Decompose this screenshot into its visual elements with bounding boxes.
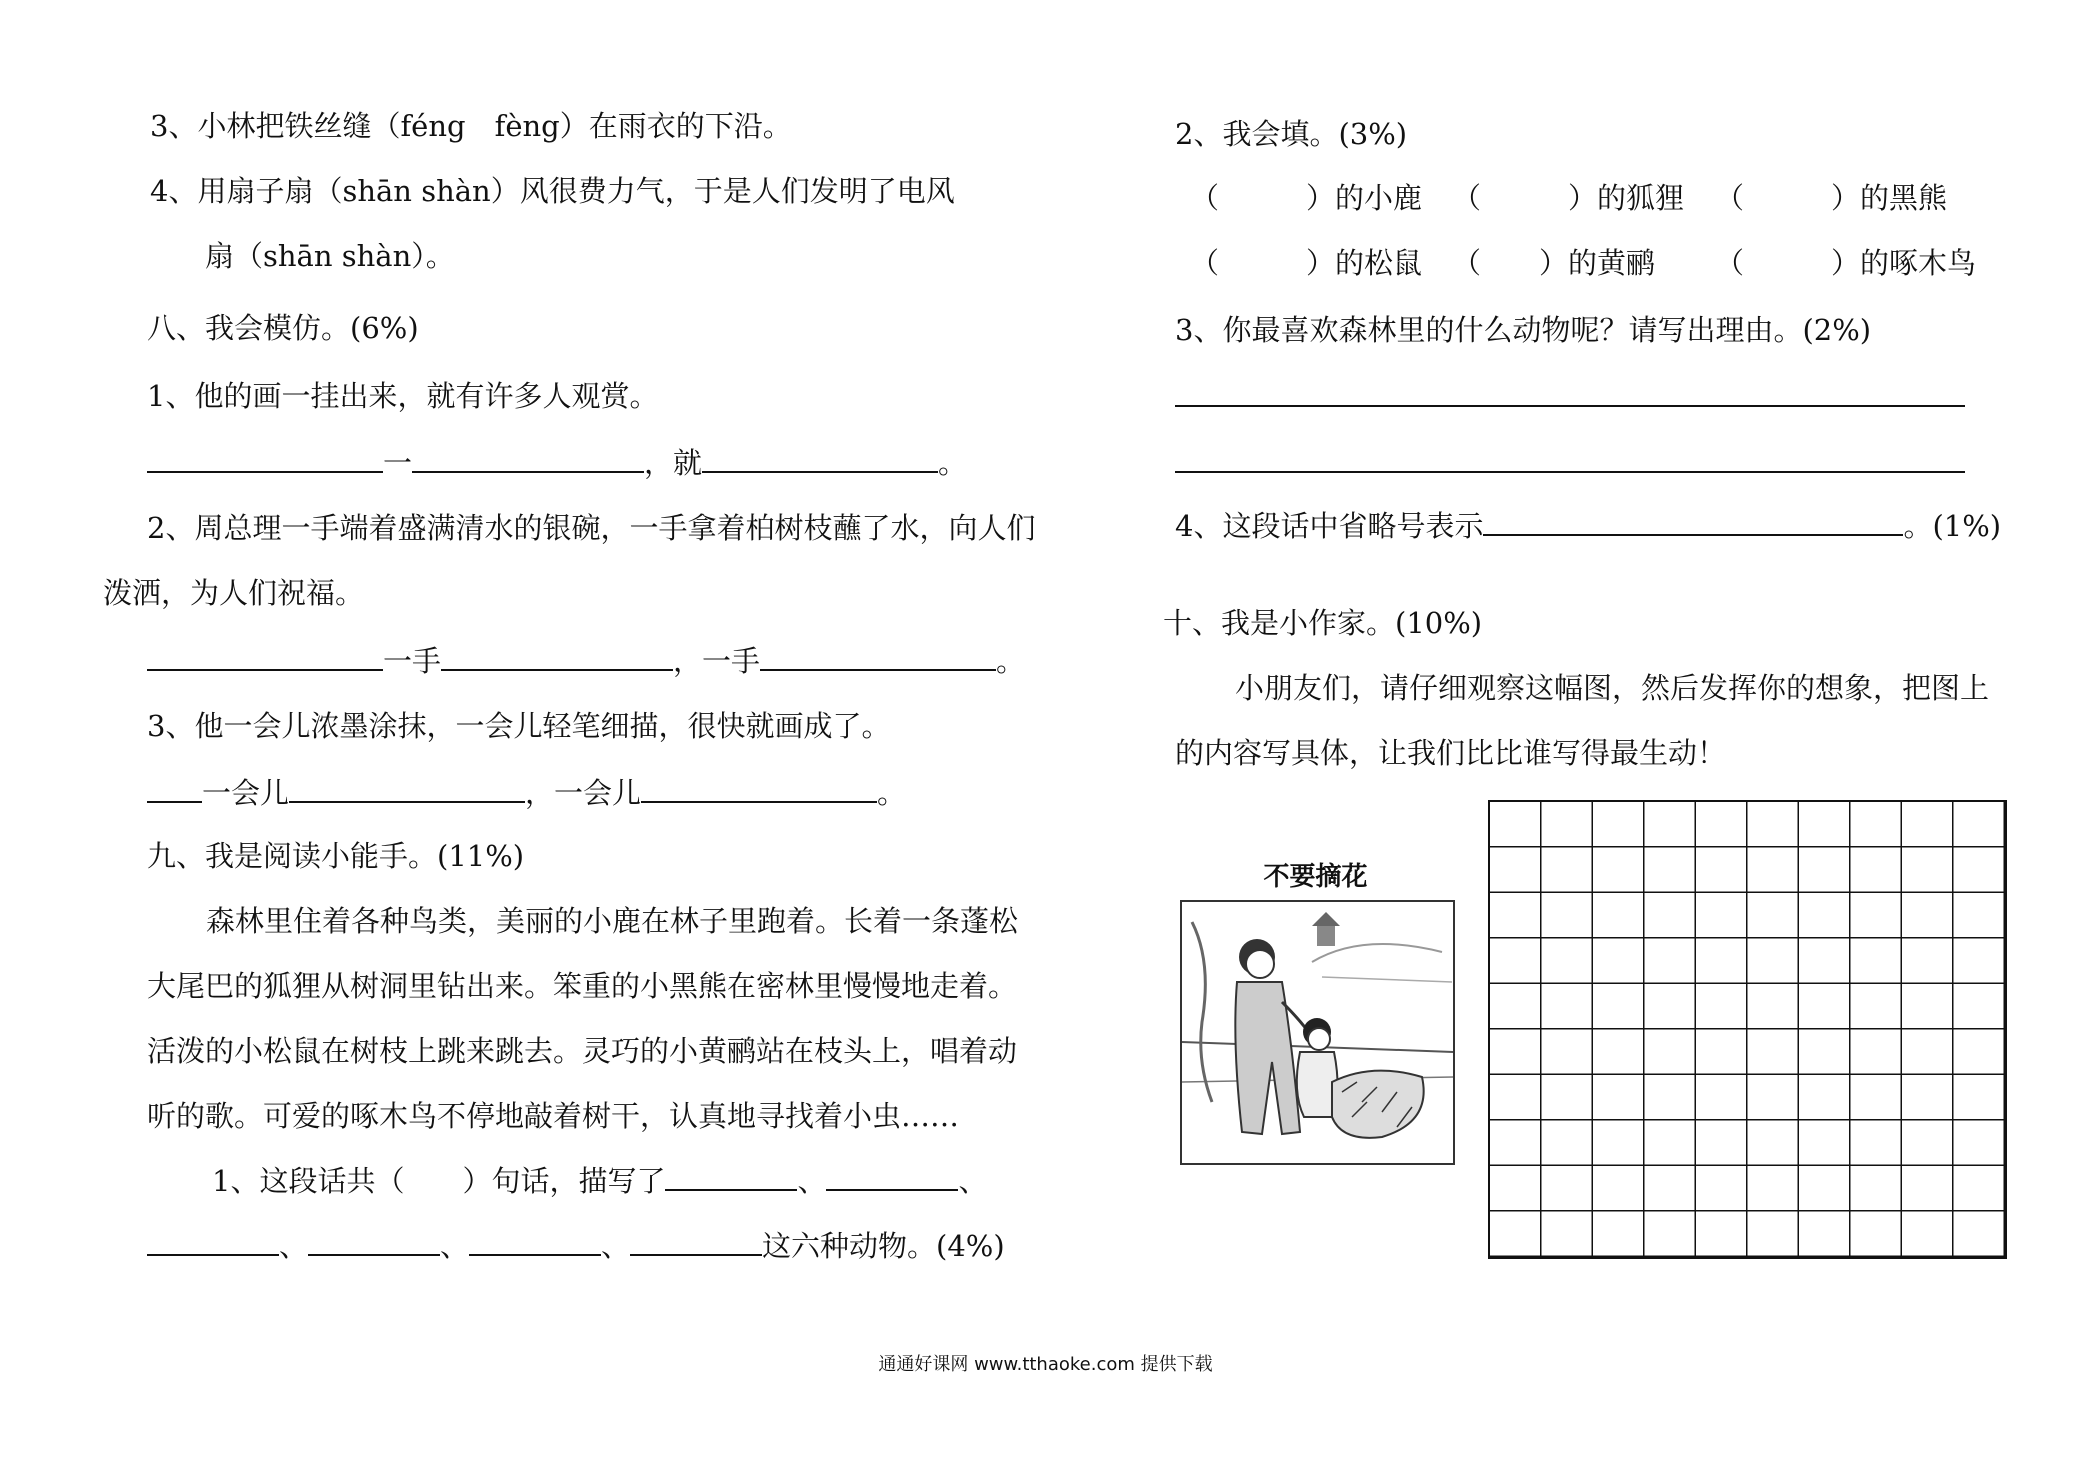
answer-blank[interactable] [147, 445, 383, 473]
answer-line[interactable] [1175, 405, 1965, 407]
section-9-title: 九、我是阅读小能手。(11%) [147, 839, 525, 873]
answer-blank[interactable] [308, 1228, 440, 1256]
separator: 、 [958, 1164, 988, 1198]
answer-blank[interactable] [147, 1228, 279, 1256]
question-text: 这六种动物。(4%) [762, 1229, 1005, 1263]
question-4-pinyin-line2: 扇（shān shàn）。 [205, 239, 455, 273]
imitation-q1: 1、他的画一挂出来，就有许多人观赏。 [147, 379, 659, 413]
answer-blank[interactable] [412, 445, 644, 473]
fill-item[interactable]: （ ）的黄鹂 [1452, 246, 1656, 280]
answer-blank[interactable] [441, 643, 673, 671]
punctuation: 。 [877, 776, 907, 810]
reading-passage-line2: 大尾巴的狐狸从树洞里钻出来。笨重的小黑熊在密林里慢慢地走着。 [147, 969, 1018, 1003]
fill-item[interactable]: （ ）的啄木鸟 [1715, 246, 1977, 280]
answer-blank[interactable] [641, 775, 877, 803]
question-text: 1、这段话共（ ）句话，描写了 [212, 1164, 666, 1198]
template-word: 一手 [383, 644, 442, 678]
reading-q1-line1 [212, 1163, 987, 1199]
imitation-q2-line1: 2、周总理一手端着盛满清水的银碗，一手拿着柏树枝蘸了水，向人们 [147, 511, 1036, 545]
picture-title: 不要摘花 [1263, 862, 1368, 892]
template-word: ，一手 [673, 644, 761, 678]
separator: 、 [601, 1229, 631, 1263]
answer-line[interactable] [1175, 471, 1965, 473]
footer-source: 通通好课网 www.tthaoke.com 提供下载 [878, 1354, 1213, 1375]
imitation-q3-answer [147, 775, 906, 811]
template-word: 一会儿 [202, 776, 290, 810]
reading-q4 [1175, 508, 2001, 544]
imitation-q1-answer [147, 445, 967, 481]
section-8-heading: 八、我会模仿。(6%) [147, 311, 419, 345]
imitation-q2-answer [147, 643, 1025, 679]
question-3-pinyin: 3、小林把铁丝缝（féng fèng）在雨衣的下沿。 [150, 109, 792, 143]
fill-row-2 [1190, 245, 1990, 281]
composition-prompt-line2: 的内容写具体，让我们比比谁写得最生动！ [1175, 736, 1727, 770]
answer-blank[interactable] [665, 1163, 797, 1191]
punctuation: 。 [996, 644, 1026, 678]
illustration [1182, 902, 1453, 1163]
answer-blank[interactable] [702, 445, 938, 473]
answer-blank[interactable] [1483, 508, 1903, 536]
separator: 、 [440, 1229, 470, 1263]
question-text: 。(1%) [1903, 509, 2002, 543]
composition-prompt-line1: 小朋友们，请仔细观察这幅图，然后发挥你的想象，把图上 [1235, 671, 1990, 705]
reading-passage-line3: 活泼的小松鼠在树枝上跳来跳去。灵巧的小黄鹂站在枝头上，唱着动 [147, 1034, 1018, 1068]
answer-blank[interactable] [826, 1163, 958, 1191]
reading-q1-line2 [147, 1228, 1005, 1264]
composition-grid[interactable] [1488, 800, 2007, 1259]
answer-blank[interactable] [630, 1228, 762, 1256]
answer-blank[interactable] [289, 775, 525, 803]
reading-passage-line4: 听的歌。可爱的啄木鸟不停地敲着树干，认真地寻找着小虫…… [147, 1099, 960, 1133]
answer-blank[interactable] [147, 775, 202, 803]
fill-row-1 [1190, 180, 1990, 216]
answer-blank[interactable] [760, 643, 996, 671]
separator: 、 [797, 1164, 827, 1198]
template-word: 一 [383, 446, 413, 480]
fill-item[interactable]: （ ）的小鹿 [1190, 181, 1423, 215]
answer-blank[interactable] [147, 643, 383, 671]
reading-q2: 2、我会填。(3%) [1175, 117, 1408, 151]
fill-item[interactable]: （ ）的黑熊 [1715, 181, 1948, 215]
question-4-pinyin-line1: 4、用扇子扇（shān shàn）风很费力气，于是人们发明了电风 [150, 174, 955, 208]
question-text: 4、这段话中省略号表示 [1175, 509, 1484, 543]
picture-mother-child-flowers [1180, 900, 1455, 1165]
imitation-q2-line2: 泼洒，为人们祝福。 [103, 576, 365, 610]
fill-item[interactable]: （ ）的松鼠 [1190, 246, 1423, 280]
answer-blank[interactable] [469, 1228, 601, 1256]
punctuation: 。 [938, 446, 968, 480]
fill-item[interactable]: （ ）的狐狸 [1452, 181, 1685, 215]
separator: 、 [279, 1229, 309, 1263]
section-10-heading: 十、我是小作家。(10%) [1163, 606, 1483, 640]
template-word: ，就 [644, 446, 703, 480]
template-word: ，一会儿 [525, 776, 642, 810]
reading-passage-line1: 森林里住着各种鸟类，美丽的小鹿在林子里跑着。长着一条蓬松 [206, 904, 1019, 938]
reading-q3: 3、你最喜欢森林里的什么动物呢？请写出理由。(2%) [1175, 313, 1872, 347]
imitation-q3: 3、他一会儿浓墨涂抹，一会儿轻笔细描，很快就画成了。 [147, 709, 891, 743]
